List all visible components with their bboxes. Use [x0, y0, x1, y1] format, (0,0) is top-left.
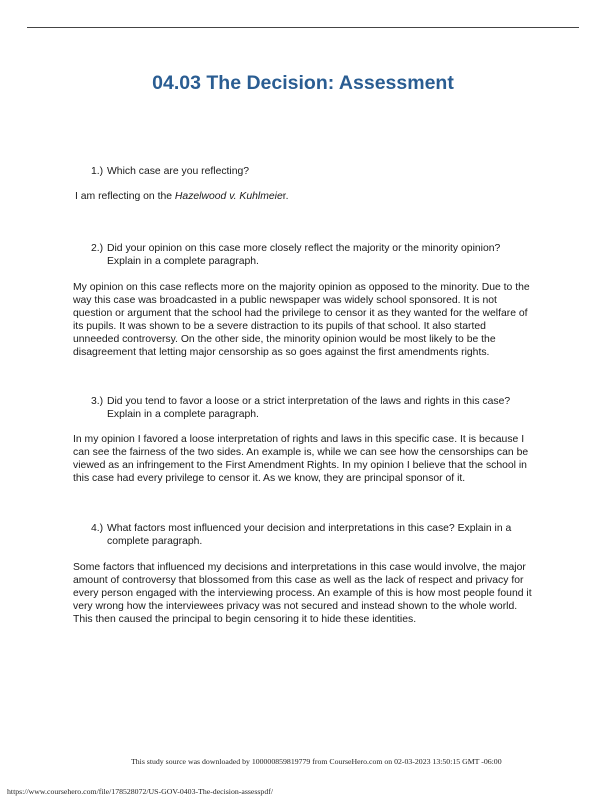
source-url-link[interactable]: https://www.coursehero.com/file/178528072/US-GOV-0403-The-decision-assesspdf/	[7, 787, 273, 796]
question-text: Did your opinion on this case more closely reflect the majority or the minority opinion? Explain in a complete paragraph.	[107, 243, 501, 267]
question-text: Which case are you reflecting?	[107, 166, 250, 177]
question-text: Did you tend to favor a loose or a strict interpretation of the laws and rights in this case? Explain in a complete paragraph.	[107, 396, 511, 420]
answer-prefix: I am reflecting on the	[75, 191, 175, 202]
question-1	[91, 165, 531, 178]
top-divider	[27, 27, 579, 28]
page-title: 04.03 The Decision: Assessment	[152, 72, 454, 94]
question-2	[91, 242, 531, 268]
download-note: This study source was downloaded by 100000859819779 from CourseHero.com on 02-03-2023 13:50:15 GMT -06:00	[131, 757, 502, 766]
question-number: 1.)	[91, 166, 104, 177]
answer-2: My opinion on this case reflects more on the majority opinion as opposed to the minority. Due to the way this case was broadcasted in a public newspaper was widely school sponsored. It is not question or argument that the school had the privilege to censor it as they wanted for the welfare of its pupils. It was shown to be a severe distraction to its pupils of that school. It also started unneeded controversy. On the other side, the minority opinion would be most likely to be the disagreement that letting major censorship as so goes against the first amendments rights.	[73, 282, 530, 358]
question-number: 2.)	[91, 243, 104, 254]
question-3	[91, 395, 531, 421]
answer-3: In my opinion I favored a loose interpretation of rights and laws in this specific case. It is because I can see the fairness of the two sides. An example is, while we can see how the censorships can be viewed as an infringement to the First Amendment Rights. In my opinion I believe that the school in this case had every privilege to censor it. As we know, they are principal sponsor of it.	[73, 434, 529, 484]
answer-4: Some factors that influenced my decisions and interpretations in this case would involve, the major amount of controversy that blossomed from this case as well as the lack of respect and privacy for every person engaged with the interviewing process. An example of this is how most people found it very wrong how the interviewees privacy was not secured and instead shown to the whole world. This then caused the principal to begin censoring it to hide these identities.	[73, 562, 532, 625]
answer-suffix: r.	[282, 191, 289, 202]
question-4	[91, 522, 531, 548]
answer-1	[75, 190, 535, 203]
question-text: What factors most influenced your decision and interpretations in this case? Explain in a complete paragraph.	[107, 523, 512, 547]
question-number: 4.)	[91, 523, 104, 534]
case-name: Hazelwood v. Kuhlmeie	[174, 191, 283, 202]
question-number: 3.)	[91, 396, 104, 407]
